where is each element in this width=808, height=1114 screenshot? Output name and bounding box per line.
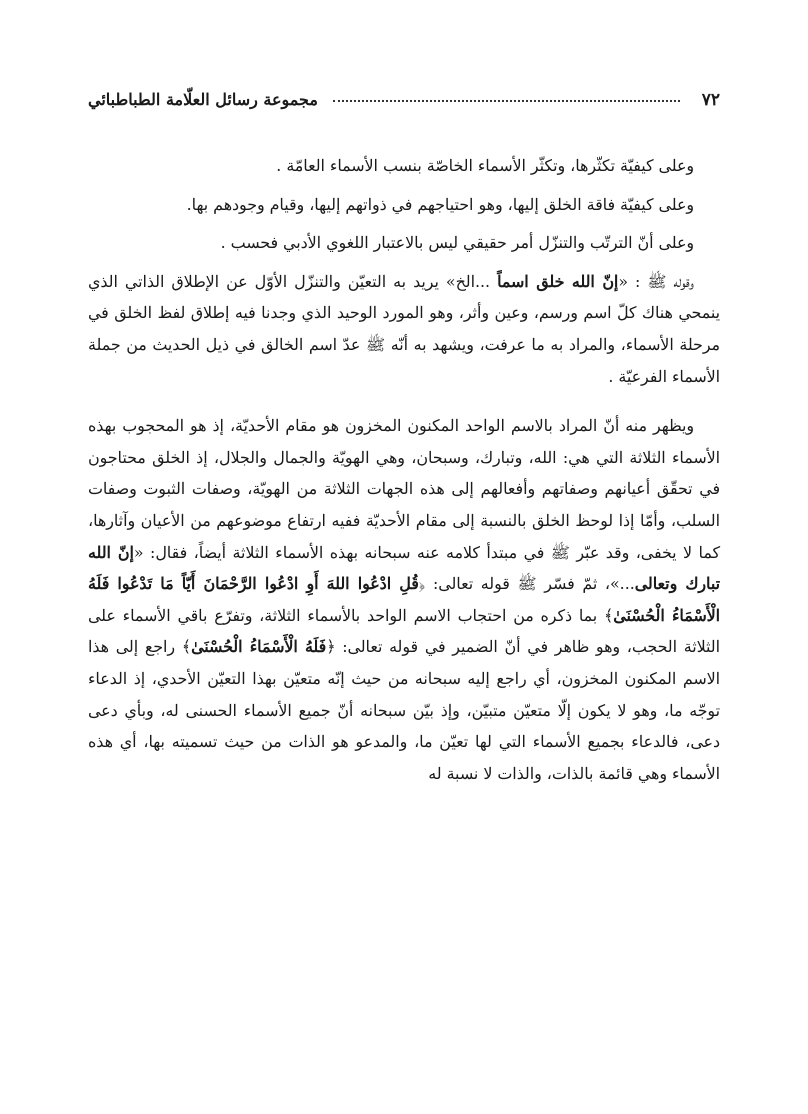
text-run: وعلى أنّ الترتّب والتنزّل أمر حقيقي ليس بالاعتبار اللغوي الأدبي فحسب .	[220, 233, 694, 253]
text-run: ...»، ثمّ فسّر ﷺ قوله تعالى: ﴿	[418, 574, 635, 594]
header-leader-dots	[333, 92, 680, 102]
text-run: ...الخ» يريد به التعيّن والتنزّل الأوّل عن الإطلاق الذاتي الذي ينمحي هناك كلّ اسم ورسم، وعين وأثر، وهو المورد الوحيد الذي وجدنا فيه إطلاق لفظ الخلق في مرحلة الأسماء، والمراد به ما عرفت، ويشهد به أنّه ﷺ عدّ اسم الخالق في ذيل الحديث من جملة الأسماء الفرعيّة .	[88, 271, 720, 386]
text-run: وعلى كيفيّة تكثّرها، وتكثّر الأسماء الخاصّة بنسب الأسماء العامّة .	[276, 156, 694, 175]
paragraph-3	[88, 227, 720, 259]
quran-verse: فَلَهُ الْأَسْمَاءُ الْحُسْنَىٰ	[191, 637, 327, 657]
paragraph-4	[88, 266, 720, 392]
hadith-quote: إنّ الله خلق اسماً	[497, 271, 619, 291]
book-title: مجموعة رسائل العلّامة الطباطبائي	[88, 90, 318, 109]
text-run: ويظهر منه أنّ المراد بالاسم الواحد المكنون المخزون هو مقام الأحديّة، إذ هو المحجوب بهذه الأسماء الثلاثة التي هي: الله، وتبارك، وسبحان، وهي الهويّة والجمال والجلال، إذ الخلق محتاجون في تحقّق أعيانهم وصفاتهم وأفعالهم إلى هذه الجهات الثلاثة من الهويّة، وصفات الثبوت وصفات السلب، وأمّا إذا لوحظ الخلق بالنسبة إلى مقام الأحديّة ففيه ارتفاع موضوعهم من الأعيان وآثارها، كما لا يخفى، وقد عبّر ﷺ في مبتدأ كلامه عنه سبحانه بهذه الأسماء الثلاثة أيضاً، فقال: «	[88, 416, 721, 562]
text-run: ﴾ بما ذكره من احتجاب الاسم الواحد بالأسماء الثلاثة، وتفرّع باقي الأسماء على الثلاثة الحجب، وهو ظاهر في أنّ الضمير في قوله تعالى: ﴿	[88, 605, 720, 657]
paragraph-1	[88, 150, 720, 182]
running-header	[88, 78, 720, 112]
page-number: ٧٢	[701, 90, 720, 110]
book-page	[88, 78, 720, 796]
text-run: ﴾ راجع إلى هذا الاسم المكنون المخزون، أي راجع إليه سبحانه من حيث إنّه متعيّن بهذا التعيّن الأحدي، إذ الدعاء توجّه ما، وهو لا يكون إلّا متعيّن متبيّن، وإذ بيّن سبحانه أنّ جميع الأسماء الحسنى له، وبأي دعى دعى، فالدعاء بجميع الأسماء التي لها تعيّن ما، والمدعو هو الذات من حيث تسميته بها، أي هذه الأسماء وهي قائمة بالذات، والذات لا نسبة له	[88, 637, 720, 783]
paragraph-2	[88, 189, 720, 221]
hadith-quote: إنّ الله تبارك وتعالى	[88, 542, 720, 594]
paragraph-5	[88, 410, 720, 789]
quran-verse: قُلِ ادْعُوا اللهَ أَوِ ادْعُوا الرَّحْمَانَ أَيّاً مَا تَدْعُوا فَلَهُ الْأَسْمَاءُ الْحُسْنَىٰ	[88, 574, 721, 625]
page-body	[88, 150, 720, 789]
text-run: وعلى كيفيّة فاقة الخلق إليها، وهو احتياجهم في ذواتهم إليها، وقيام وجودهم بها.	[186, 194, 694, 214]
text-run: وقوله ﷺ : «	[618, 271, 694, 291]
